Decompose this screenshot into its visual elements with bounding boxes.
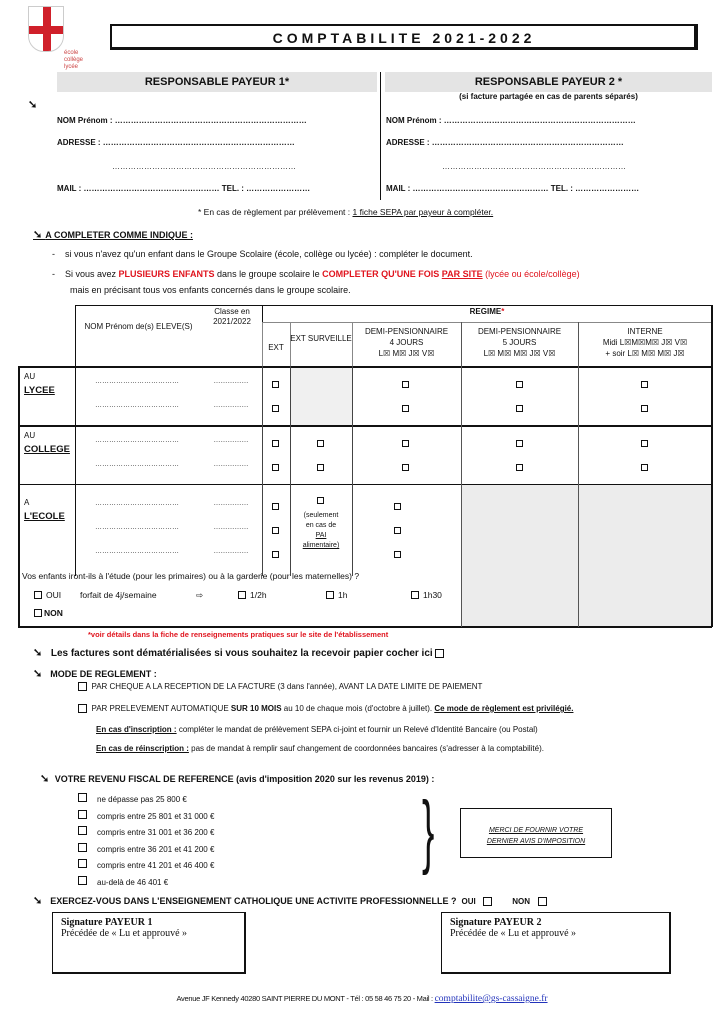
etude-oui-label: OUI <box>46 590 62 600</box>
etude-o2-checkbox[interactable] <box>326 591 334 599</box>
dp4-sub: 4 JOURS <box>389 338 424 347</box>
bullet-text: Si vous avez <box>65 269 119 279</box>
arrow-icon: ➘ <box>33 895 46 907</box>
dp5-checkbox[interactable] <box>516 440 523 447</box>
dp4-checkbox[interactable] <box>394 527 401 534</box>
signature-box-1[interactable] <box>52 912 246 974</box>
student-classe-field[interactable]: …………… <box>213 402 249 409</box>
payer1-adresse2-field[interactable]: …………………………………………………………… <box>112 162 296 171</box>
payer2-nom-field[interactable]: NOM Prénom : ……………………………………………………………… <box>386 116 636 125</box>
row-label: L'ECOLE <box>24 511 65 522</box>
bullet-2-line2: mais en précisant tous vos enfants concernés dans le groupe scolaire. <box>70 285 351 295</box>
ext-header: EXT <box>268 343 284 352</box>
merci-box <box>460 808 612 858</box>
etude-arrow-label: ⇨ <box>196 590 204 600</box>
etude-o3-checkbox[interactable] <box>411 591 419 599</box>
bullet-text: (lycée ou école/collège) <box>482 269 580 279</box>
interne-midi: Midi L☒M☒M☒ J☒ V☒ <box>602 338 688 347</box>
payer2-header: RESPONSABLE PAYEUR 2 * <box>385 72 712 92</box>
student-classe-field[interactable]: …………… <box>213 461 249 468</box>
dp5-checkbox[interactable] <box>516 464 523 471</box>
regime-header: REGIME* <box>469 307 505 316</box>
revenu-checkbox[interactable] <box>78 843 87 852</box>
payer2-adresse2-field[interactable]: …………………………………………………………… <box>442 162 626 171</box>
note-text: * En cas de règlement par prélèvement : <box>198 207 353 217</box>
prelevement-checkbox[interactable] <box>78 704 87 713</box>
revenu-option-label: au-delà de 46 401 € <box>97 877 169 887</box>
student-classe-field[interactable]: …………… <box>213 500 249 507</box>
sepa-note <box>198 207 493 217</box>
bullet-1: - si vous n'avez qu'un enfant dans le Groupe Scolaire (école, collège ou lycée) : compléter le document. <box>52 249 473 259</box>
dp4-checkbox[interactable] <box>402 381 409 388</box>
grid-line <box>18 626 712 628</box>
ext-checkbox[interactable] <box>272 527 279 534</box>
interne-checkbox[interactable] <box>641 440 648 447</box>
revenu-checkbox[interactable] <box>78 876 87 885</box>
student-name-field[interactable]: ……………………………… <box>95 548 179 555</box>
etude-oui-checkbox[interactable] <box>34 591 42 599</box>
student-classe-field[interactable]: …………… <box>213 524 249 531</box>
cheque-checkbox[interactable] <box>78 682 87 691</box>
dp4-checkbox[interactable] <box>402 464 409 471</box>
etude-o1-checkbox[interactable] <box>238 591 246 599</box>
ext-checkbox[interactable] <box>272 551 279 558</box>
student-name-field[interactable]: ……………………………… <box>95 378 179 385</box>
grid-line <box>18 366 20 627</box>
student-name-field[interactable]: ……………………………… <box>95 461 179 468</box>
brace-icon: } <box>422 785 435 876</box>
bullet-text: si vous n'avez qu'un enfant dans le Groupe Scolaire (école, collège ou lycée) : compléter le document. <box>65 249 473 259</box>
pai-note: (seulement <box>303 512 339 519</box>
ext-checkbox[interactable] <box>272 503 279 510</box>
revenu-title <box>40 772 434 785</box>
revenu-option-label: compris entre 25 801 et 31 000 € <box>97 811 215 821</box>
revenu-option-label: compris entre 31 001 et 36 200 € <box>97 828 215 837</box>
arrow-icon: ➘ <box>33 668 46 680</box>
revenu-checkbox[interactable] <box>78 810 87 819</box>
signature-box-2[interactable] <box>441 912 671 974</box>
logo-word: collège <box>64 57 84 63</box>
oui-checkbox[interactable] <box>483 897 492 906</box>
prel-text: au 10 de chaque mois (d'octobre à juillet). <box>281 704 435 713</box>
revenu-checkbox[interactable] <box>78 826 87 835</box>
signature-subtitle: Précédée de « Lu et approuvé » <box>450 928 577 939</box>
prel-text: PAR PRELEVEMENT AUTOMATIQUE <box>91 704 231 713</box>
factures-line <box>33 646 444 659</box>
grid-line <box>461 322 462 627</box>
pai-note: en cas de <box>305 522 337 529</box>
table-note: *voir détails dans la fiche de renseignements pratiques sur le site de l'établissement <box>88 630 389 639</box>
ext-surv-header: EXT SURVEILLE <box>290 334 352 343</box>
payer-divider <box>380 72 381 200</box>
logo-word: école <box>64 50 79 56</box>
grid-line <box>18 366 712 368</box>
signature-title: Signature PAYEUR 2 <box>450 917 542 928</box>
oui-label: OUI <box>461 897 476 906</box>
etude-non-checkbox[interactable] <box>34 609 42 617</box>
inscription-line <box>96 725 538 734</box>
merci-line: MERCI DE FOURNIR VOTRE <box>488 827 584 834</box>
ext-checkbox[interactable] <box>272 381 279 388</box>
regime-star: * <box>501 307 505 316</box>
dp4-header: DEMI-PENSIONNAIRE <box>364 327 449 336</box>
bullet-highlight: PLUSIEURS ENFANTS <box>118 269 215 279</box>
revenu-option-label: compris entre 41 201 et 46 400 € <box>97 861 215 870</box>
grid-line <box>18 484 712 485</box>
student-classe-field[interactable]: …………… <box>213 548 249 555</box>
grid-line <box>262 366 263 576</box>
revenu-option-label: ne dépasse pas 25 800 € <box>97 795 187 804</box>
student-name-field[interactable]: ……………………………… <box>95 437 179 444</box>
exercez-text: EXERCEZ-VOUS DANS L'ENSEIGNEMENT CATHOLIQUE UNE ACTIVITE PROFESSIONNELLE ? <box>50 896 457 906</box>
non-checkbox[interactable] <box>538 897 547 906</box>
grid-line <box>290 322 291 366</box>
ext-surv-checkbox[interactable] <box>317 464 324 471</box>
reinscription-label: En cas de réinscription : <box>96 744 189 753</box>
school-logo <box>28 6 64 52</box>
student-name-field[interactable]: ……………………………… <box>95 524 179 531</box>
signature-subtitle: Précédée de « Lu et approuvé » <box>61 928 188 939</box>
interne-soir: + soir L☒ M☒ M☒ J☒ <box>605 349 685 358</box>
factures-text: Les factures sont dématérialisées si vous souhaitez la recevoir papier cocher ici <box>50 648 433 659</box>
dp5-header: DEMI-PENSIONNAIRE <box>477 327 562 336</box>
mode-title-text: MODE DE REGLEMENT : <box>50 669 157 679</box>
payer2-adresse-field[interactable]: ADRESSE : ……………………………………………………………… <box>386 138 624 147</box>
row-label: COLLEGE <box>24 444 70 455</box>
instructions-title-text: A COMPLETER COMME INDIQUE : <box>45 230 193 240</box>
payer2-subtitle: (si facture partagée en cas de parents séparés) <box>459 92 638 101</box>
footer <box>0 994 724 1004</box>
col-classe-header: Classe en 2021/2022 <box>213 307 251 326</box>
non-label: NON <box>512 897 531 906</box>
signature-title: Signature PAYEUR 1 <box>61 917 153 928</box>
dp4-checkbox[interactable] <box>402 405 409 412</box>
pai-note: alimentaire) <box>302 542 340 549</box>
interne-checkbox[interactable] <box>641 405 648 412</box>
grid-line <box>578 322 579 627</box>
revenu-title-text: VOTRE REVENU FISCAL DE REFERENCE (avis d'imposition 2020 sur les revenus 2019) : <box>54 774 435 784</box>
arrow-icon: ➘ <box>33 647 46 659</box>
footer-address: Avenue JF Kennedy 40280 SAINT PIERRE DU MONT - Tél : 05 58 46 75 20 - Mail : <box>176 994 435 1003</box>
revenu-checkbox[interactable] <box>78 793 87 802</box>
reinscription-line <box>96 744 544 753</box>
prel-privilege: Ce mode de règlement est privilégié. <box>434 704 574 713</box>
interne-checkbox[interactable] <box>641 381 648 388</box>
inscription-label: En cas d'inscription : <box>96 725 177 734</box>
ext-checkbox[interactable] <box>272 405 279 412</box>
inscription-text: compléter le mandat de prélèvement SEPA ci-joint et fournir un Relevé d'Identité Bancaire (ou Postal) <box>176 725 538 734</box>
ext-checkbox[interactable] <box>272 440 279 447</box>
grid-line <box>352 366 353 576</box>
payer1-header: RESPONSABLE PAYEUR 1* <box>57 72 377 92</box>
student-name-field[interactable]: ……………………………… <box>95 500 179 507</box>
dp5-checkbox[interactable] <box>516 381 523 388</box>
student-name-field[interactable]: ……………………………… <box>95 402 179 409</box>
student-classe-field[interactable]: …………… <box>213 437 249 444</box>
row-prefix: A <box>24 498 30 507</box>
etude-o2-label: 1h <box>338 590 348 600</box>
ext-surv-checkbox[interactable] <box>317 440 324 447</box>
dp4-checkbox[interactable] <box>394 503 401 510</box>
grid-line <box>75 305 712 306</box>
logo-text <box>64 50 83 71</box>
ecole-disabled <box>461 484 712 627</box>
bullet-highlight: COMPLETER QU'UNE FOIS <box>322 269 442 279</box>
arrow-icon: ➘ <box>28 99 38 111</box>
revenu-checkbox[interactable] <box>78 859 87 868</box>
payer1-mail-field[interactable]: MAIL : …………………………………………… TEL. : …………………… <box>57 184 311 193</box>
arrow-icon: ➘ <box>40 773 53 785</box>
payer1-nom-field[interactable]: NOM Prénom : ……………………………………………………………… <box>57 116 307 125</box>
grid-line <box>75 366 76 576</box>
student-classe-field[interactable]: …………… <box>213 378 249 385</box>
dp4-days: L☒ M☒ J☒ V☒ <box>378 349 435 358</box>
etude-forfait-label: forfait de 4j/semaine <box>80 590 157 600</box>
ext-surv-checkbox[interactable] <box>317 497 324 504</box>
interne-header: INTERNE <box>627 327 663 336</box>
paper-invoice-checkbox[interactable] <box>435 649 444 658</box>
mode-title <box>33 667 157 680</box>
note-link: 1 fiche SEPA par payeur à compléter. <box>352 207 494 217</box>
ext-surv-disabled <box>290 366 352 425</box>
col-name-header: NOM Prénom de(s) ELEVE(S) <box>84 322 193 331</box>
prel-bold: SUR 10 MOIS <box>230 704 282 713</box>
dp5-checkbox[interactable] <box>516 405 523 412</box>
exercez-question <box>33 894 547 907</box>
etude-o1-label: 1/2h <box>250 590 267 600</box>
arrow-icon: ➘ <box>33 229 46 241</box>
row-label: LYCEE <box>24 385 55 396</box>
page-title: COMPTABILITE 2021-2022 <box>272 30 536 46</box>
etude-o3-label: 1h30 <box>423 590 442 600</box>
dp4-checkbox[interactable] <box>394 551 401 558</box>
cheque-text: PAR CHEQUE A LA RECEPTION DE LA FACTURE (3 dans l'année), AVANT LA DATE LIMITE DE PAIEMENT <box>91 682 483 691</box>
ext-checkbox[interactable] <box>272 464 279 471</box>
footer-email-link[interactable]: comptabilite@gs-cassaigne.fr <box>434 994 548 1004</box>
grid-line <box>18 425 712 427</box>
logo-word: lycée <box>64 64 79 70</box>
grid-line <box>262 322 712 323</box>
dp4-checkbox[interactable] <box>402 440 409 447</box>
payer2-mail-field[interactable]: MAIL : …………………………………………… TEL. : …………………… <box>386 184 640 193</box>
cheque-option <box>78 682 482 691</box>
dp5-sub: 5 JOURS <box>502 338 537 347</box>
instructions-title <box>33 228 193 241</box>
bullet-2: - Si vous avez PLUSIEURS ENFANTS dans le groupe scolaire le COMPLETER QU'UNE FOIS PAR SITE (lycée ou école/collège) <box>52 269 580 279</box>
row-prefix: AU <box>24 431 36 440</box>
pai-note: PAI <box>315 532 327 539</box>
merci-line: DERNIER AVIS D'IMPOSITION <box>486 838 586 845</box>
bullet-text: dans le groupe scolaire le <box>214 269 323 279</box>
grid-line <box>75 305 76 366</box>
prelevement-option <box>78 704 573 713</box>
reinscription-text: pas de mandat à remplir sauf changement de coordonnées bancaires (s'adresser à la comptabilité). <box>188 744 544 753</box>
payer1-adresse-field[interactable]: ADRESSE : ……………………………………………………………… <box>57 138 295 147</box>
interne-checkbox[interactable] <box>641 464 648 471</box>
bullet-highlight: PAR SITE <box>441 269 483 279</box>
row-prefix: AU <box>24 372 36 381</box>
etude-question: Vos enfants iront-ils à l'étude (pour les primaires) ou à la garderie (pour les maternelles) ? <box>22 571 360 581</box>
revenu-option-label: compris entre 36 201 et 41 200 € <box>97 844 215 854</box>
etude-non-label: NON <box>44 608 63 618</box>
dp5-days: L☒ M☒ M☒ J☒ V☒ <box>483 349 556 358</box>
